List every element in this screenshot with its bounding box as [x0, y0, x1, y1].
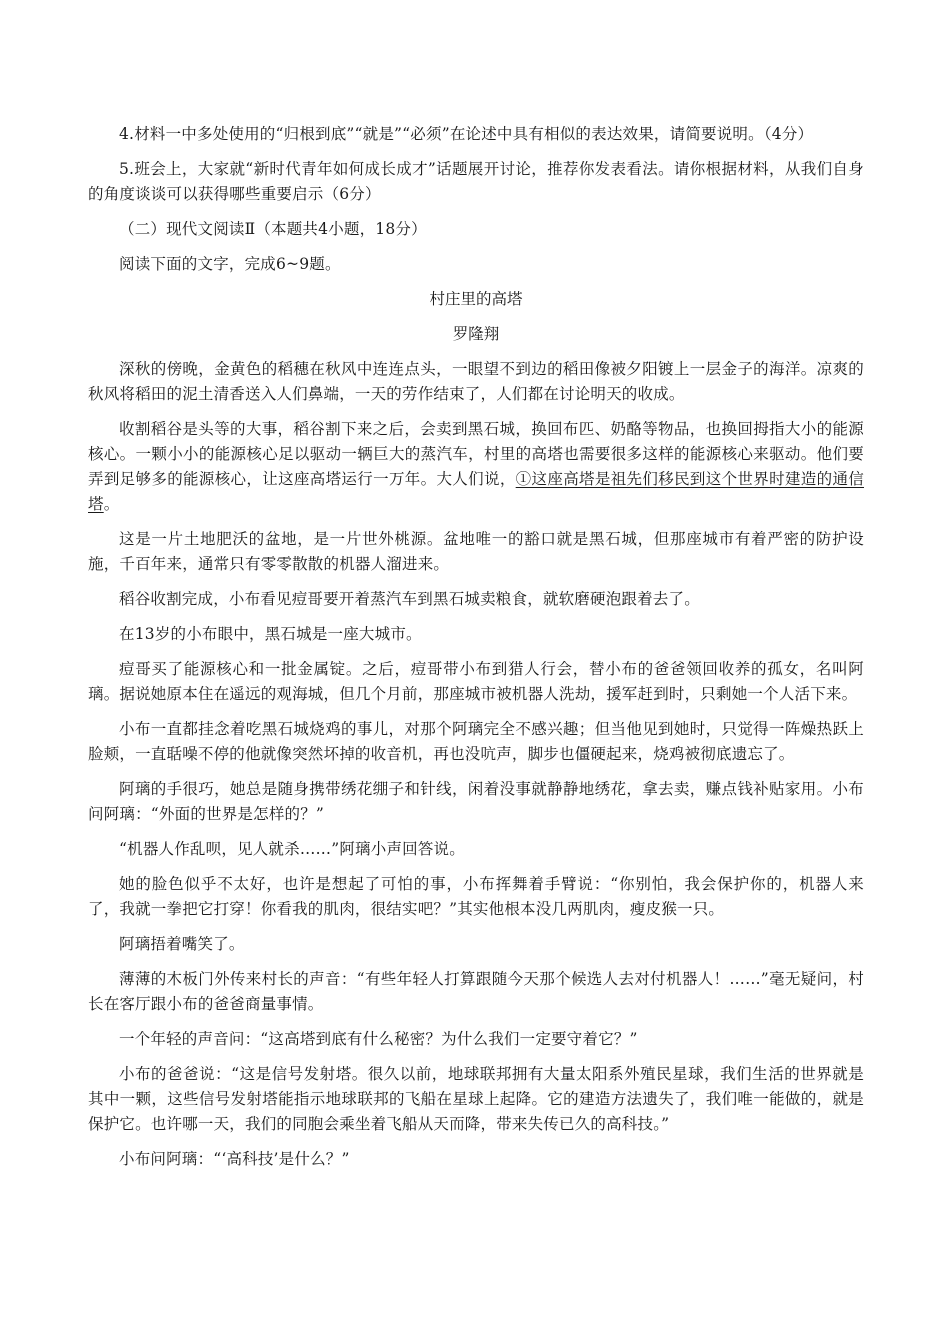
section-heading: （二）现代文阅读Ⅱ（本题共4小题，18分） — [119, 220, 427, 238]
article-paragraph: 这是一片土地肥沃的盆地，是一片世外桃源。盆地唯一的豁口就是黑石城，但那座城市有着严密的防护设施，千百年来，通常只有零零散散的机器人溜进来。 — [88, 530, 864, 573]
article-paragraph: 阿璃捂着嘴笑了。 — [119, 935, 245, 953]
article-paragraph: 阿璃的手很巧，她总是随身携带绣花绷子和针线，闲着没事就静静地绣花，拿去卖，赚点钱补贴家用。小布问阿璃：“外面的世界是怎样的？” — [88, 780, 864, 823]
paragraph-text: 。 — [103, 495, 120, 513]
article-paragraph: 小布问阿璃：“‘高科技’是什么？” — [119, 1150, 350, 1168]
section-instruction: 阅读下面的文字，完成6~9题。 — [119, 255, 341, 273]
article-paragraph: 在13岁的小布眼中，黑石城是一座大城市。 — [119, 625, 422, 643]
article-paragraph: 小布一直都挂念着吃黑石城烧鸡的事儿，对那个阿璃完全不感兴趣；但当他见到她时，只觉得一阵燥热跃上脸颊，一直聒噪不停的他就像突然坏掉的收音机，再也没吭声，脚步也僵硬起来，烧鸡被彻底遗忘了。 — [88, 720, 864, 763]
underlined-sentence: ①这座高塔是祖先们移民到这个世界时建造的通信塔 — [88, 470, 864, 513]
article-paragraph — [88, 417, 864, 517]
document-page — [88, 122, 864, 1182]
question-5: 5.班会上，大家就“新时代青年如何成长成才”话题展开讨论，推荐你发表看法。请你根据材料，从我们自身的角度谈谈可以获得哪些重要启示（6分） — [88, 160, 864, 203]
article-paragraph: 小布的爸爸说：“这是信号发射塔。很久以前，地球联邦拥有大量太阳系外殖民星球，我们生活的世界就是其中一颗，这些信号发射塔能指示地球联邦的飞船在星球上起降。它的建造方法遗失了，我们唯一能做的，就是保护它。也许哪一天，我们的同胞会乘坐着飞船从天而降，带来失传已久的高科技。” — [88, 1065, 864, 1133]
question-4: 4.材料一中多处使用的“归根到底”“就是”“必须”在论述中具有相似的表达效果，请简要说明。（4分） — [119, 125, 814, 143]
article-paragraph: 痘哥买了能源核心和一批金属锭。之后，痘哥带小布到猎人行会，替小布的爸爸领回收养的孤女，名叫阿璃。据说她原本住在遥远的观海城，但几个月前，那座城市被机器人洗劫，援军赶到时，只剩她一个人活下来。 — [88, 660, 864, 703]
article-paragraph: “机器人作乱呗，见人就杀……”阿璃小声回答说。 — [119, 840, 465, 858]
article-paragraph: 她的脸色似乎不太好，也许是想起了可怕的事，小布挥舞着手臂说：“你别怕，我会保护你的，机器人来了，我就一拳把它打穿！你看我的肌肉，很结实吧？”其实他根本没几两肌肉，瘦皮猴一只。 — [88, 875, 864, 918]
article-paragraph: 稻谷收割完成，小布看见痘哥要开着蒸汽车到黑石城卖粮食，就软磨硬泡跟着去了。 — [119, 590, 700, 608]
article-title: 村庄里的高塔 — [429, 290, 523, 308]
article-author: 罗隆翔 — [452, 325, 500, 343]
article-paragraph: 深秋的傍晚，金黄色的稻穗在秋风中连连点头，一眼望不到边的稻田像被夕阳镀上一层金子的海洋。凉爽的秋风将稻田的泥土清香送入人们鼻端，一天的劳作结束了，人们都在讨论明天的收成。 — [88, 360, 864, 403]
article-paragraph: 薄薄的木板门外传来村长的声音：“有些年轻人打算跟随今天那个候选人去对付机器人！……”毫无疑问，村长在客厅跟小布的爸爸商量事情。 — [88, 970, 864, 1013]
article-paragraph: 一个年轻的声音问：“这高塔到底有什么秘密？为什么我们一定要守着它？” — [119, 1030, 638, 1048]
paragraph-text: 收割稻谷是头等的大事，稻谷割下来之后，会卖到黑石城，换回布匹、奶酪等物品，也换回拇指大小的能源核心。一颗小小的能源核心足以驱动一辆巨大的蒸汽车，村里的高塔也需要很多这样的能源核心来驱动。他们要弄到足够多的能源核心，让这座高塔运行一万年。大人们说， — [88, 420, 864, 488]
